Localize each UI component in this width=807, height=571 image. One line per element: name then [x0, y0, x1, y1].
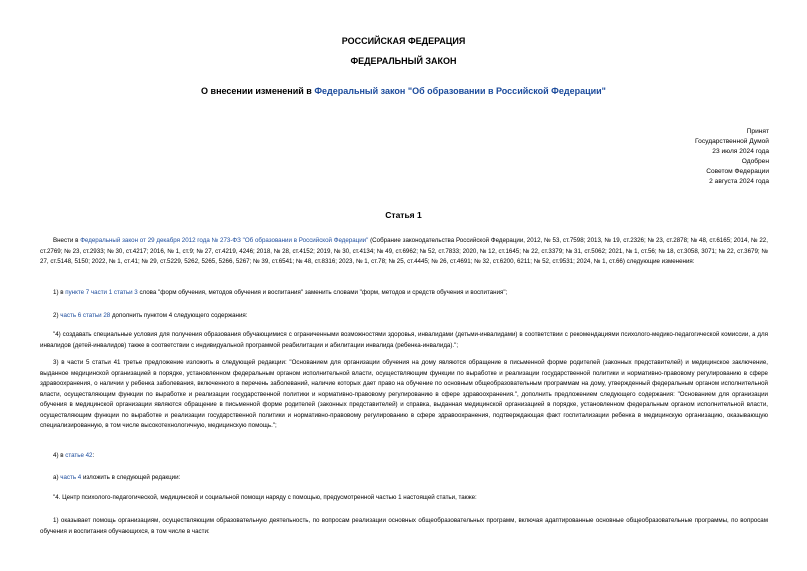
approved-date: 2 августа 2024 года — [709, 178, 769, 186]
p2-link[interactable]: пункте 7 части 1 статьи 3 — [65, 289, 138, 296]
paragraph-item-2 — [40, 311, 768, 322]
accepted-date: 23 июля 2024 года — [712, 148, 769, 156]
paragraph-part-4: "4. Центр психолого-педагогической, медицинской и социальной помощи наряду с помощью, предусмотренной частью 1 настоящей статьи, также: — [53, 494, 477, 501]
law-title-prefix: О внесении изменений в — [201, 86, 315, 96]
p7-text-pre: а) — [53, 474, 61, 481]
p6-text-post: : — [92, 452, 95, 459]
p6-link[interactable]: статье 42 — [65, 452, 93, 459]
p3-text-post: дополнить пунктом 4 следующего содержания: — [110, 312, 248, 319]
paragraph-item-2-text: "4) создавать специальные условия для получения образования обучающимися с ограниченными возможностями здоровья, инвалидами (детьми-инвалидами) в соответствии с рекомендациями психолого-медико-педагогической комиссии, а для инвалидов (детей-инвалидов) также в соответствии с индивидуальной программой реабилитации и абилитации инвалида (ребенка-инвалида)."; — [40, 331, 768, 349]
law-title-link[interactable]: Федеральный закон "Об образовании в Российской Федерации" — [314, 86, 606, 96]
p1-text-post: (Собрание законодательства Российской Федерации, 2012, № 53, ст.7598; 2013, № 19, ст.2326; № 23, ст.2878; № 48, ст.6165; 2014, № 22, ст.2769; № 23, ст.2933; № 30, ст.4217; 2016, № 1, ст.9; № 27, ст.4219, 4246; 2018, № 28, ст.4152; 2019, № 30, ст.4134; № 49, ст.6962; № 52, ст.7833; 2020, № 12, ст.1645; № 22, ст.3379; № 31, ст.5062; 2021, № 1, ст.56; № 18, ст.3058, 3071; № 22, ст.3679; № 27, ст.5148, 5150; 2022, № 1, ст.41; № 29, ст.5229, 5262, 5265, 5266, 5267; № 39, ст.6541; № 48, ст.8316; 2023, № 1, ст.78; № 25, ст.4445; № 26, ст.4691; № 32, ст.6200, 6211; № 52, ст.9531; 2024, № 1, ст.66) следующие изменения: — [40, 237, 768, 265]
p7-text-post: изложить в следующей редакции: — [81, 474, 181, 481]
p1-text-pre: Внести в — [53, 237, 81, 244]
article-title: Статья 1 — [385, 210, 422, 220]
accepted-label: Принят — [746, 128, 769, 135]
p7-link[interactable]: часть 4 — [60, 474, 82, 481]
paragraph-item-4a — [40, 473, 768, 484]
paragraph-item-4 — [40, 451, 768, 462]
federation-heading: РОССИЙСКАЯ ФЕДЕРАЦИЯ — [341, 36, 466, 46]
p3-link[interactable]: часть 6 статьи 28 — [60, 312, 111, 319]
accepted-by: Государственной Думой — [695, 138, 769, 146]
p3-text-pre: 2) — [53, 312, 61, 319]
approved-label: Одобрен — [741, 158, 769, 166]
p2-text-pre: 1) в — [53, 289, 66, 296]
approved-by: Советом Федерации — [706, 168, 769, 176]
paragraph-intro — [40, 236, 768, 268]
p2-text-post: слова "форм обучения, методов обучения и воспитания" заменить словами "форм, методов и средств обучения и воспитания"; — [137, 289, 508, 296]
acceptance-block — [695, 127, 769, 188]
p1-law-link[interactable]: Федеральный закон от 29 декабря 2012 года № 273-ФЗ "Об образовании в Российской Федерации" — [80, 237, 369, 244]
law-type-heading: ФЕДЕРАЛЬНЫЙ ЗАКОН — [350, 56, 457, 66]
p6-text-pre: 4) в — [53, 452, 66, 459]
paragraph-part-4-item-1: 1) оказывает помощь организациям, осуществляющим образовательную деятельность, по вопросам реализации основных общеобразовательных программ, включая адаптированные основные общеобразовательные программы, по вопросам обучения и воспитания обучающихся, в том числе в части: — [40, 517, 768, 535]
paragraph-item-1 — [40, 288, 768, 299]
law-title — [0, 86, 807, 96]
paragraph-item-3: 3) в части 5 статьи 41 третье предложение изложить в следующей редакции: "Основанием для организации обучения на дому являются обращение в письменной форме родителей (законных представителей) и медицинское заключение, выданное медицинской организацией в порядке, установленном федеральным органом исполнительной власти, осуществляющим функции по выработке и реализации государственной политики и нормативно-правовому регулированию в сфере здравоохранения, о наличии у ребенка заболевания, включенного в перечень заболеваний, наличие которых дает право на обучение по основным общеобразовательным программам на дому, утвержденный федеральным органом исполнительной власти, осуществляющим функции по выработке и реализации государственной политики и нормативно-правовому регулированию в сфере здравоохранения.", дополнить предложением следующего содержания: "Основанием для организации обучения в медицинской организации являются обращение в письменной форме родителей (законных представителей) и справка, выданная медицинской организацией в порядке, установленном федеральным органом исполнительной власти, осуществляющим функции по выработке и реализации государственной политики и нормативно-правовому регулированию в сфере здравоохранения, подтверждающая факт госпитализации ребенка в медицинскую организацию, оказывающую специализированную, в том числе высокотехнологичную, медицинскую помощь."; — [40, 359, 768, 429]
